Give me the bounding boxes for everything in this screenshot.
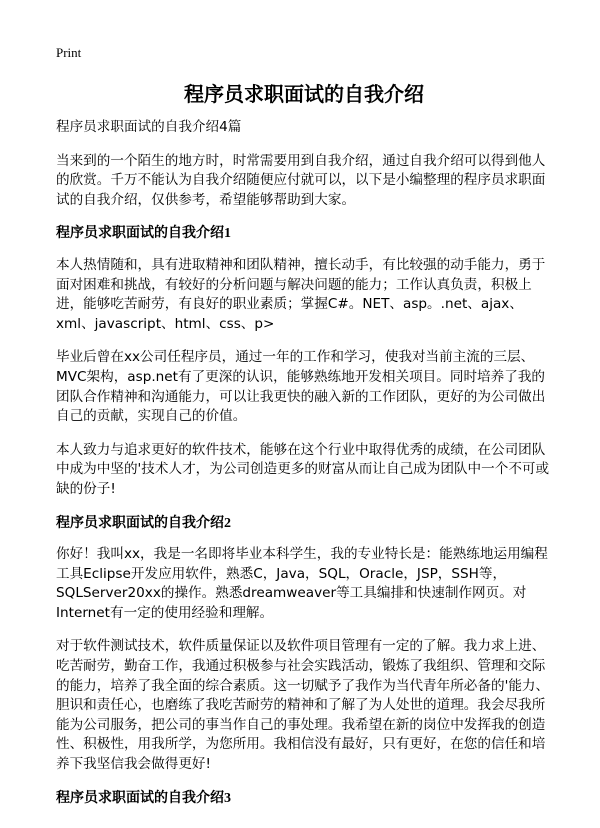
print-label: Print	[56, 45, 82, 60]
section-heading-2: 程序员求职面试的自我介绍2	[56, 515, 231, 531]
section-1-paragraph-2: 毕业后曾在xx公司任程序员，通过一年的工作和学习，使我对当前主流的三层、MVC架构，asp.net有了更深的认识，能够熟练地开发相关项目。同时培养了我的团队合作精神和沟通能力，可以让我更快的融入新的工作团队，更好的为公司做出自己的贡献，实现自己的价值。	[56, 349, 546, 425]
section-2-paragraph-2: 对于软件测试技术，软件质量保证以及软件项目管理有一定的了解。我力求上进、吃苦耐劳，勤奋工作，我通过积极参与社会实践活动，锻炼了我组织、管理和交际的能力，培养了我全面的综合素质。这一切赋予了我作为当代青年所必备的'能力、胆识和责任心，也磨练了我吃苦耐劳的精神和了解了为人处世的道理。我会尽我所能为公司服务，把公司的事当作自己的事处理。我希望在新的岗位中发挥我的创造性、积极性，用我所学，为您所用。我相信没有最好，只有更好，在您的信任和培养下我坚信我会做得更好!	[56, 638, 550, 773]
section-heading-1: 程序员求职面试的自我介绍1	[56, 226, 231, 242]
document-subtitle: 程序员求职面试的自我介绍4篇	[56, 119, 242, 135]
document-body	[56, 118, 552, 820]
section-heading-3: 程序员求职面试的自我介绍3	[56, 790, 231, 806]
intro-paragraph: 当来到的一个陌生的地方时，时常需要用到自我介绍，通过自我介绍可以得到他人的欣赏。千万不能认为自我介绍随便应付就可以，以下是小编整理的程序员求职面试的自我介绍，仅供参考，希望能够帮助到大家。	[56, 152, 546, 208]
page-title: 程序员求职面试的自我介绍	[184, 82, 424, 106]
section-2-paragraph-1: 你好！我叫xx，我是一名即将毕业本科学生，我的专业特长是：能熟练地运用编程工具Eclipse开发应用软件，熟悉C，Java，SQL，Oracle，JSP，SSH等，SQLServer20xx的操作。熟悉dreamweaver等工具编排和快速制作网页。对Internet有一定的使用经验和理解。	[56, 546, 548, 621]
section-1-paragraph-1: 本人热情随和，具有进取精神和团队精神，擅长动手，有比较强的动手能力，勇于面对困难和挑战，有较好的分析问题与解决问题的能力；工作认真负责，积极上进，能够吃苦耐劳，有良好的职业素质；掌握C#。NET、asp。.net、ajax、xml、javascript、html、css、p>	[56, 256, 546, 332]
section-1-paragraph-3: 本人致力与追求更好的软件技术，能够在这个行业中取得优秀的成绩，在公司团队中成为中坚的'技术人才，为公司创造更多的财富从而让自己成为团队中一个不可或缺的份子!	[56, 441, 550, 497]
